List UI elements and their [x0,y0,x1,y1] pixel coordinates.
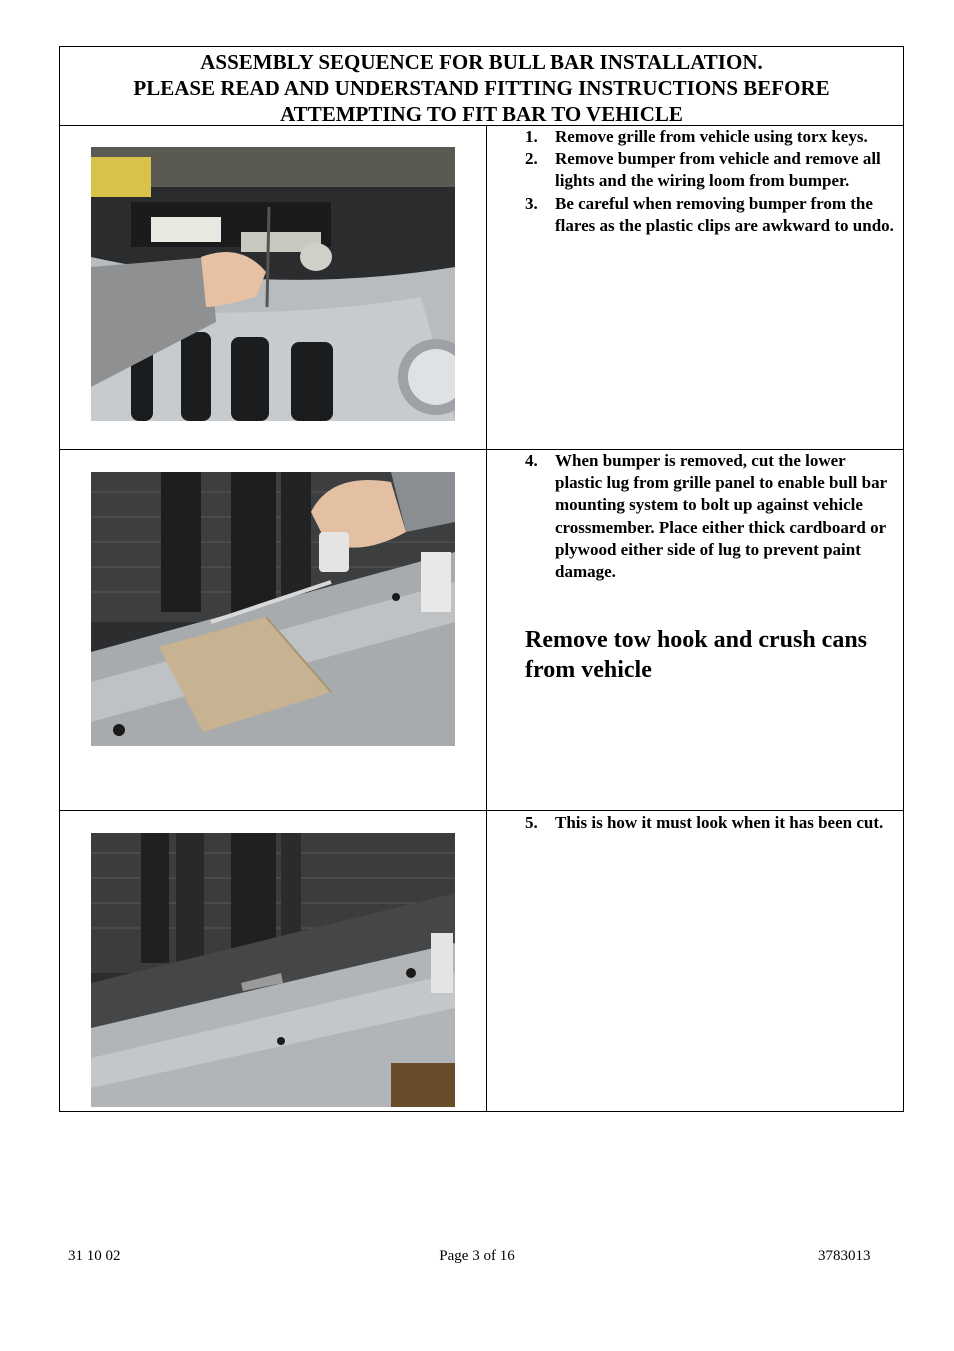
steps-list [525,126,895,237]
header-line-2: PLEASE READ AND UNDERSTAND FITTING INSTRUCTIONS BEFORE [133,76,830,100]
steps-list [525,450,895,583]
step-row-3 [60,811,903,1111]
instructions-cell [487,450,903,810]
footer-doc-number: 3783013 [818,1248,871,1264]
tow-hook-note: Remove tow hook and crush cans from vehicle [525,627,868,683]
instructions-cell [487,811,903,1111]
step-item: 1. Remove grille from vehicle using torx keys. [525,127,868,146]
header-line-1: ASSEMBLY SEQUENCE FOR BULL BAR INSTALLATION. [200,50,763,74]
instructions-cell [487,126,903,449]
step-item: 4. When bumper is removed, cut the lower plastic lug from grille panel to enable bull bar mounting system to bolt up against vehicle crossmember. Place either thick cardboard or plywood either side of lug to prevent paint damage. [525,451,887,582]
photo-cell [60,450,487,810]
step-row-1 [60,126,903,450]
instruction-table [59,46,904,1112]
header-line-3: ATTEMPTING TO FIT BAR TO VEHICLE [280,102,683,126]
step-item: 2. Remove bumper from vehicle and remove all lights and the wiring loom from bumper. [525,149,881,191]
photo-cell [60,811,487,1111]
footer-date: 31 10 02 [68,1248,121,1264]
photo-grille-removal [91,147,455,421]
document-header [60,47,903,126]
steps-list [525,812,895,834]
photo-cut-result [91,833,455,1107]
step-item: 5. This is how it must look when it has been cut. [525,813,884,832]
step-item: 3. Be careful when removing bumper from the flares as the plastic clips are awkward to undo. [525,193,894,235]
step-row-2 [60,450,903,811]
photo-cutting-lug [91,472,455,746]
footer-page-number: Page 3 of 16 [439,1248,515,1264]
photo-cell [60,126,487,449]
